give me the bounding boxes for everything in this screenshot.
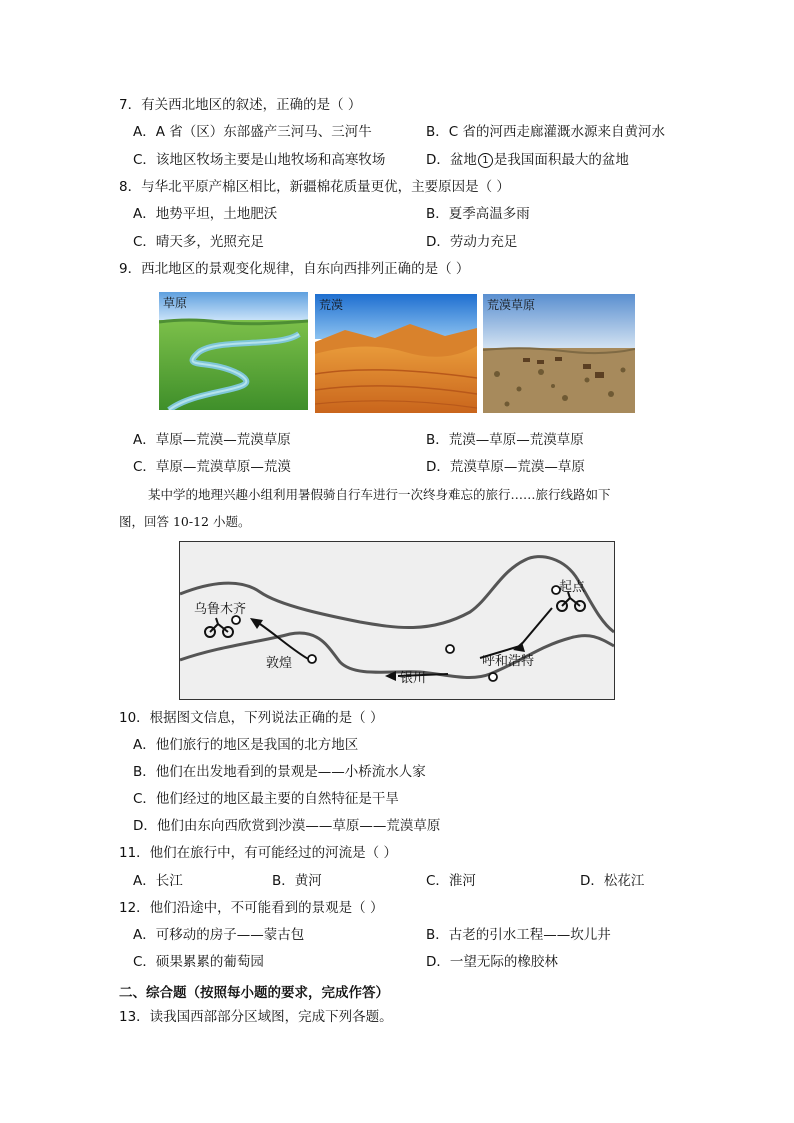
photo-caption-grassland: 草原 [163,296,188,310]
q8-option-c: C．晴天多，光照充足 [133,234,264,250]
map-label-hohhot: 呼和浩特 [482,654,535,669]
q12-option-b: B．古老的引水工程——坎儿井 [426,927,611,943]
q8-stem: 8．与华北平原产棉区相比，新疆棉花质量更优，主要原因是（ ） [119,179,510,195]
q9-stem: 9．西北地区的景观变化规律，自东向西排列正确的是（ ） [119,261,470,277]
map-label-yinchuan: 银川 [400,671,427,686]
q7-option-c: C．该地区牧场主要是山地牧场和高寒牧场 [133,152,386,168]
q7-stem: 7．有关西北地区的叙述，正确的是（ ） [119,97,362,113]
q9-option-c: C．草原—荒漠草原—荒漠 [133,459,291,475]
q9-option-a: A．草原—荒漠—荒漠草原 [133,432,291,448]
q11-option-b: B．黄河 [272,873,322,889]
q10-option-a: A．他们旅行的地区是我国的北方地区 [133,737,359,753]
section-2-heading: 二、综合题（按照每小题的要求，完成作答） [119,985,389,1001]
q7-option-d-prefix: D．盆地 [426,152,477,168]
q9-option-b: B．荒漠—草原—荒漠草原 [426,432,584,448]
grassland-photo [159,292,308,410]
intro-line-1: 某中学的地理兴趣小组利用暑假骑自行车进行一次终身难忘的旅行……旅行线路如下 [148,487,611,502]
desert-photo [315,294,477,413]
photo-caption-desert-steppe: 荒漠草原 [487,298,536,312]
q8-option-b: B．夏季高温多雨 [426,206,530,222]
q9-option-d: D．荒漠草原—荒漠—草原 [426,459,585,475]
q7-option-a: A．A 省（区）东部盛产三河马、三河牛 [133,124,372,140]
photo-caption-desert: 荒漠 [319,298,344,312]
q10-stem: 10．根据图文信息，下列说法正确的是（ ） [119,710,384,726]
q8-option-d: D．劳动力充足 [426,234,518,250]
q11-option-c: C．淮河 [426,873,476,889]
q11-option-d: D．松花江 [580,873,645,889]
q10-option-b: B．他们在出发地看到的景观是——小桥流水人家 [133,764,426,780]
q11-stem: 11．他们在旅行中，有可能经过的河流是（ ） [119,845,397,861]
q12-option-a: A．可移动的房子——蒙古包 [133,927,305,943]
q8-option-a: A．地势平坦，土地肥沃 [133,206,278,222]
circled-number-icon: 1 [478,153,493,168]
q7-option-b: B．C 省的河西走廊灌溉水源来自黄河水 [426,124,665,140]
map-label-start: 起点 [559,580,586,595]
route-map [179,541,615,700]
q7-option-d-suffix: 是我国面积最大的盆地 [493,152,629,168]
q13-stem: 13．读我国西部部分区域图，完成下列各题。 [119,1009,393,1025]
q10-option-d: D．他们由东向西欣赏到沙漠——草原——荒漠草原 [133,818,441,834]
q12-option-c: C．硕果累累的葡萄园 [133,954,264,970]
intro-line-2: 图，回答 10-12 小题。 [119,514,251,529]
q11-option-a: A．长江 [133,873,183,889]
desert-steppe-photo [483,294,635,413]
q12-stem: 12．他们沿途中，不可能看到的景观是（ ） [119,900,384,916]
map-label-dunhuang: 敦煌 [266,656,293,671]
q12-option-d: D．一望无际的橡胶林 [426,954,558,970]
q7-option-d [426,151,629,169]
map-label-urumqi: 乌鲁木齐 [194,602,247,617]
q10-option-c: C．他们经过的地区最主要的自然特征是干旱 [133,791,399,807]
